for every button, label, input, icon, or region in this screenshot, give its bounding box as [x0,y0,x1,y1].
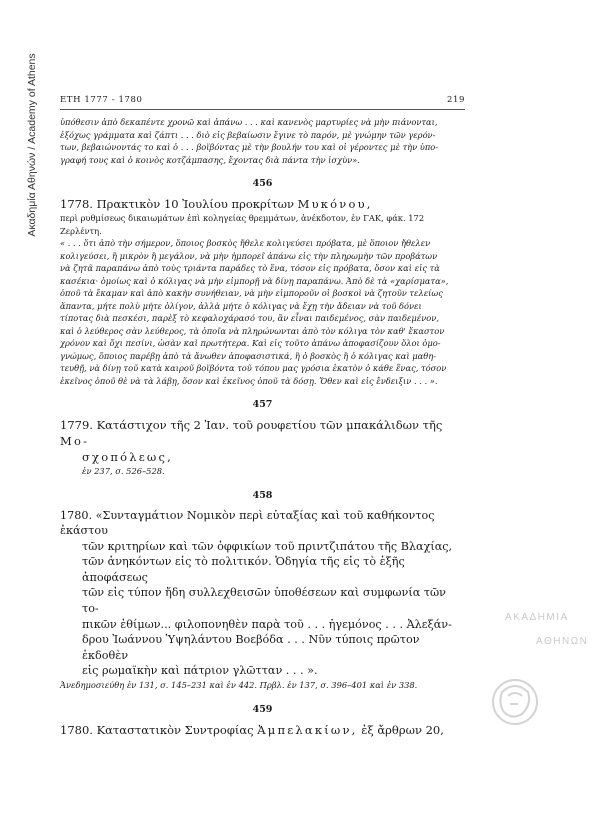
entry-title-suffix: ἐξ ἄρθρων 20, [357,722,444,737]
intro-line: ὑπόθεσιν ἀπὸ δεκαπέντε χρονῶ καὶ ἀπάνω . . . καὶ κανενὸς μαρτυρίες νὰ μὴν πιάνονται, [60,117,438,127]
watermark-text-left: ΑΚΑΔΗΜΙΑ [505,612,569,623]
entry-title [60,196,465,212]
entry-title [60,417,465,449]
entry-number: 458 [252,489,273,501]
entry-title-text: 1779. Κατάστιχον τῆς 2 Ἰαν. τοῦ ρουφετίου τῶν μπακάλιδων τῆς [60,418,443,432]
quote-line: « . . . ὅτι ἀπὸ τὴν σήμερον, ὅποιος βοσκὸς ἤθελε κολιγεύσει πρόβατα, μὲ ὅποιον ἤθελεν [60,238,431,248]
book-page [60,95,465,738]
entry-meta: ἐν 237, σ. 526–528. [82,466,165,476]
entry-title-line: 1780. «Συνταγμάτιον Νομικὸν περὶ εὐταξίας καὶ τοῦ καθήκοντος ἑκάστου [60,508,435,538]
entry-title-place: Μο- [60,434,90,448]
vertical-watermark-label [25,30,39,260]
quote-line: γνώμως, ὅποιος παρέβῃ ἀπὸ τὰ ἄνωθεν ἀποφασιστικά, ἢ ὁ βοσκὸς ἢ ὁ κόλιγας καὶ μαθη- [60,350,437,361]
quote-line: χρόνον καὶ ὄχι πεσίνι, ὡσὰν καὶ πρωτήτερα. Καὶ εἰς τοῦτο ἀπάνω ἀποφασίζουν ὅλοι ὁμο- [60,338,441,348]
entry-title-text: 1778. Πρακτικὸν 10 Ἰουλίου προκρίτων [60,197,298,211]
quote-line: ὁποῦ τὰ ἔκαμαν καὶ ἀπὸ κακὴν συνήθειαν, νὰ μὴν εἰμποροῦν οἱ βοσκοὶ νὰ ζητοῦν τελείως [60,288,443,298]
entry-title-line: τῶν ἀνηκόντων εἰς τὸ πολιτικόν. Ὁδηγία τῆς εἰς τὸ ἑξῆς ἀποφάσεως [82,555,405,584]
intro-quote [60,116,465,166]
academy-label: Ακαδημία Αθηνών / Academy of Athens [26,53,38,237]
entry-title-text: 1780. Καταστατικὸν Συντροφίας [60,722,258,737]
intro-line: ἐξόχως γράμματα καὶ ζάπτι . . . διὸ εἰς βεβαίωσιν ἔγινε τὸ παρόν, μὲ γνώμην τῶν γερόν- [60,129,436,140]
entry-number: 459 [252,703,273,715]
page-number: 219 [446,95,465,105]
entry-title-line: τῶν κριτηρίων καὶ τῶν ὀφφικίων τοῦ πριντζιπάτου τῆς Βλαχίας, [82,539,453,553]
intro-line: των, βεβαιώνοντάς το καὶ ὁ . . . βοϊβόντας μὲ τὴν βουλήν του καὶ οἱ γέροντες μὲ τὴν ὑπο- [60,142,439,152]
quote-line: κασέκια· ὁμοίως καὶ ὁ κόλιγας νὰ μὴν εἰμπορῇ νὰ δίνῃ παραπάνω. Ἀπὸ δὲ τὰ «χαρίσματα», [60,275,449,286]
entry-title-place: Ἀμπελακίων, [257,722,358,737]
quote-line: τευθῇ, νὰ δίνῃ τοῦ κατὰ καιροῦ βοϊβόντα τοῦ τόπου μας γρόσια ἑκατὸν ὁ κάθε ἕνας, τόσον [60,363,447,373]
entry-title-block [60,508,465,680]
entry-meta: Ἀνεδημοσιεύθη ἐν 131, σ. 145–231 καὶ ἐν 442. Πρβλ. ἐν 137, σ. 396–401 καὶ ἐν 338. [60,680,418,691]
entry-quote [60,237,465,387]
entry-meta: Ζερλέντη. [60,225,102,236]
quote-line: νὰ ζητᾶ παραπάνω ἀπὸ τοὺς τριάντα παράδες τὸ ἕνα, τόσον εἰς πρόβατα, ὅσον καὶ εἰς τὰ [60,263,440,273]
academy-emblem-watermark [460,670,570,740]
entry-title-cont [60,449,465,465]
quote-line: κολιγεύσει, ἢ μικρὸν ἢ μεγάλον, νὰ μὴν ἠμπορεῖ ἀπάνω εἰς τὴν πληρωμὴν τῶν προβάτων [60,250,438,261]
entry-number: 456 [252,178,273,189]
quote-line: τίποτας διὰ πεσκέσι, παρὲξ τὸ κεφαλοχάρασό του, ἂν εἶναι παιδεμένος, σὰν παιδεμένον, [60,313,439,323]
quote-line: ἅπαντα, μήτε πολὺ μήτε ὀλίγον, ἀλλὰ μήτε ὁ κόλιγας νὰ ἔχῃ τὴν ἄδειαν νὰ τοῦ δόνει [60,300,422,311]
intro-line: γραφή τους καὶ ὁ κοινὸς κοτζάμπασης, ἔχοντας διὰ πάντα τὴν ἰσχὺν». [60,154,360,165]
entry-title-line: δρου Ἰωάννου Ὑψηλάντου Βοεβόδα . . . Νῦν τύποις πρῶτον ἐκδοθὲν [82,633,420,662]
entry-title-line: πικῶν ἐθίμων... φιλοπονηθὲν παρὰ τοῦ . . . ἡγεμόνος . . . Ἀλεξάν- [82,617,452,631]
watermark-text-right: ΑΘΗΝΩΝ [536,636,589,647]
entry-title-place: σχοπόλεως, [82,450,173,464]
entry-title-line: τῶν εἰς τύπον ἤδη συλλεχθεισῶν ὑποθέσεων καὶ συμφωνία τῶν το- [82,586,446,616]
entry-title-line: εἰς ρωμαϊκὴν καὶ πάτριον γλῶτταν . . . ». [82,664,318,678]
running-header [60,95,465,110]
entry-number: 457 [252,399,273,410]
entry-title [60,722,465,738]
quote-line: ἐκεῖνος ὁποῦ θὲ νὰ τὰ λάβῃ, ὅσον καὶ ἐκεῖνος ὁποῦ τὰ δόσῃ. Ὅθεν καὶ εἰς ἔνδειξιν . . . ». [60,375,438,386]
quote-line: καὶ ὁ λεύθερος σὰν λεύθερος, τὰ ὁποῖα νὰ πληρώνωνται ἀπὸ τὸν κόλιγα τὸν καθ' ἕκαστον [60,325,445,336]
running-title: ΕΤΗ 1777 - 1780 [60,95,143,105]
entry-meta: περὶ ρυθμίσεως δικαιωμάτων ἐπὶ κοληγείας θρεμμάτων, ἀνέκδοτον, ἐν ΓΑΚ, φάκ. 172 [60,213,425,223]
entry-title-place: Μυκόνου, [297,197,373,211]
